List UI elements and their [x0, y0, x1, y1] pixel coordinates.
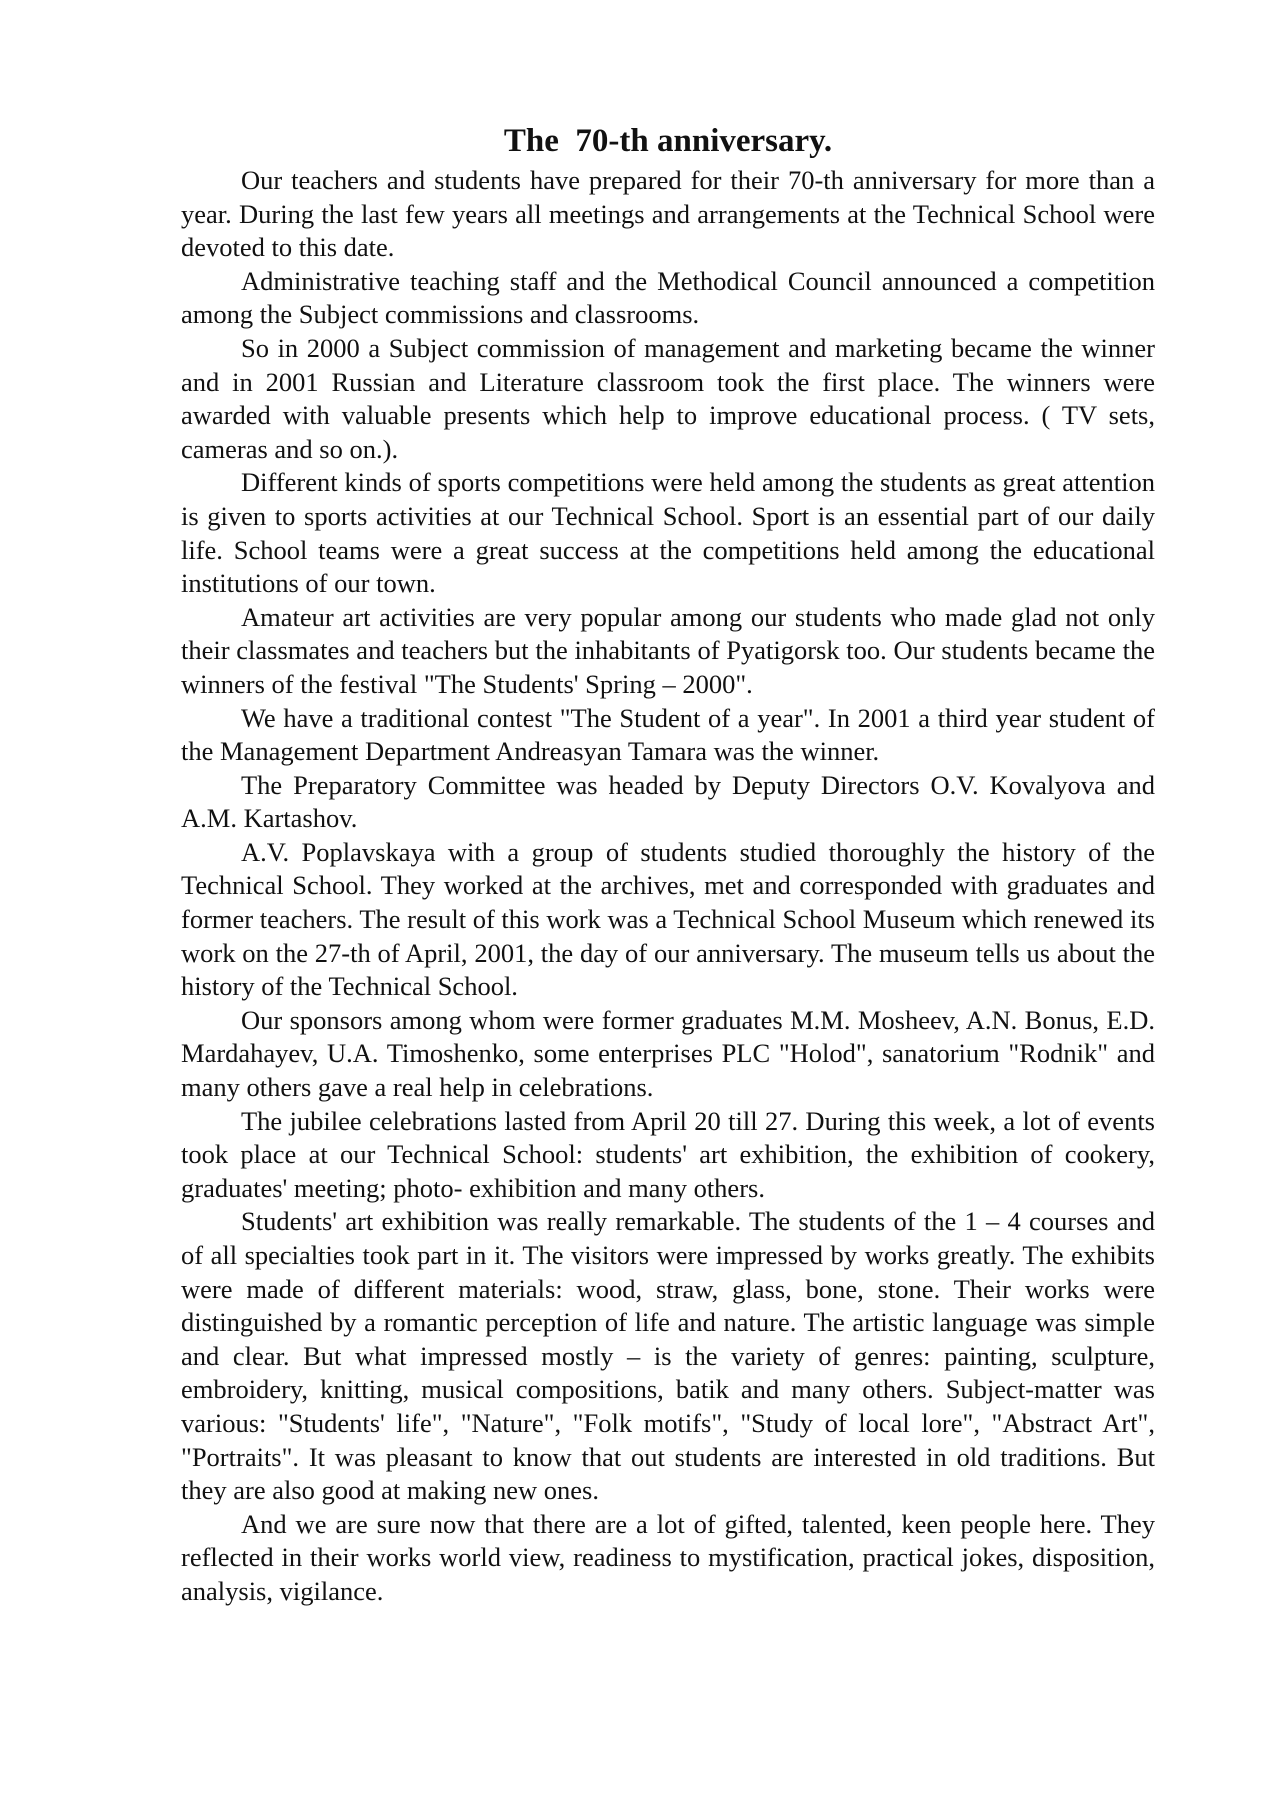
paragraph: Students' art exhibition was really remarkable. The students of the 1 – 4 courses and of all specialties took part in it. The visitors were impressed by works greatly. The exhibits were made of different materials: wood, straw, glass, bone, stone. Their works were distinguished by a romantic perception of life and nature. The artistic language was simple and clear. But what impressed mostly – is the variety of genres: painting, sculpture, embroidery, knitting, musical compositions, batik and many others. Subject-matter was various: "Students' life", "Nature", "Folk motifs", "Study of local lore", "Abstract Art", "Portraits". It was pleasant to know that out students are interested in old traditions. But they are also good at making new ones.: [181, 1206, 1155, 1506]
paragraph: So in 2000 a Subject commission of management and marketing became the winner and in 2001 Russian and Literature classroom took the first place. The winners were awarded with valuable presents which help to improve educational process. ( TV sets, cameras and so on.).: [181, 332, 1155, 464]
paragraph: Amateur art activities are very popular among our students who made glad not only their classmates and teachers but the inhabitants of Pyatigorsk too. Our students became the winners of the festival "The Students' Spring – 2000".: [181, 601, 1155, 699]
paragraph: Our sponsors among whom were former graduates M.M. Mosheev, A.N. Bonus, E.D. Mardahayev, U.A. Timoshenko, some enterprises PLC "Holod", sanatorium "Rodnik" and many others gave a real help in celebrations.: [181, 1004, 1155, 1103]
paragraph: And we are sure now that there are a lot of gifted, talented, keen people here. They reflected in their works world view, readiness to mystification, practical jokes, disposition, analysis, vigilance.: [181, 1508, 1155, 1606]
paragraph: Different kinds of sports competitions were held among the students as great attention is given to sports activities at our Technical School. Sport is an essential part of our daily life. School teams were a great success at the competitions held among the educational institutions of our town.: [181, 467, 1155, 599]
document-page: [181, 120, 1155, 1609]
paragraph: We have a traditional contest "The Student of a year". In 2001 a third year student of the Management Department Andreasyan Tamara was the winner.: [181, 702, 1155, 767]
paragraph: A.V. Poplavskaya with a group of students studied thoroughly the history of the Technical School. They worked at the archives, met and corresponded with graduates and former teachers. The result of this work was a Technical School Museum which renewed its work on the 27-th of April, 2001, the day of our anniversary. The museum tells us about the history of the Technical School.: [181, 836, 1155, 1002]
paragraph: Administrative teaching staff and the Methodical Council announced a competition among the Subject commissions and classrooms.: [181, 265, 1155, 330]
paragraph: The jubilee celebrations lasted from April 20 till 27. During this week, a lot of events took place at our Technical School: students' art exhibition, the exhibition of cookery, graduates' meeting; photo- exhibition and many others.: [181, 1105, 1155, 1203]
paragraph: Our teachers and students have prepared for their 70-th anniversary for more than a year. During the last few years all meetings and arrangements at the Technical School were devoted to this date.: [181, 165, 1155, 263]
document-title: The 70-th anniversary.: [503, 123, 833, 159]
paragraph: The Preparatory Committee was headed by Deputy Directors O.V. Kovalyova and A.M. Kartashov.: [181, 769, 1155, 834]
